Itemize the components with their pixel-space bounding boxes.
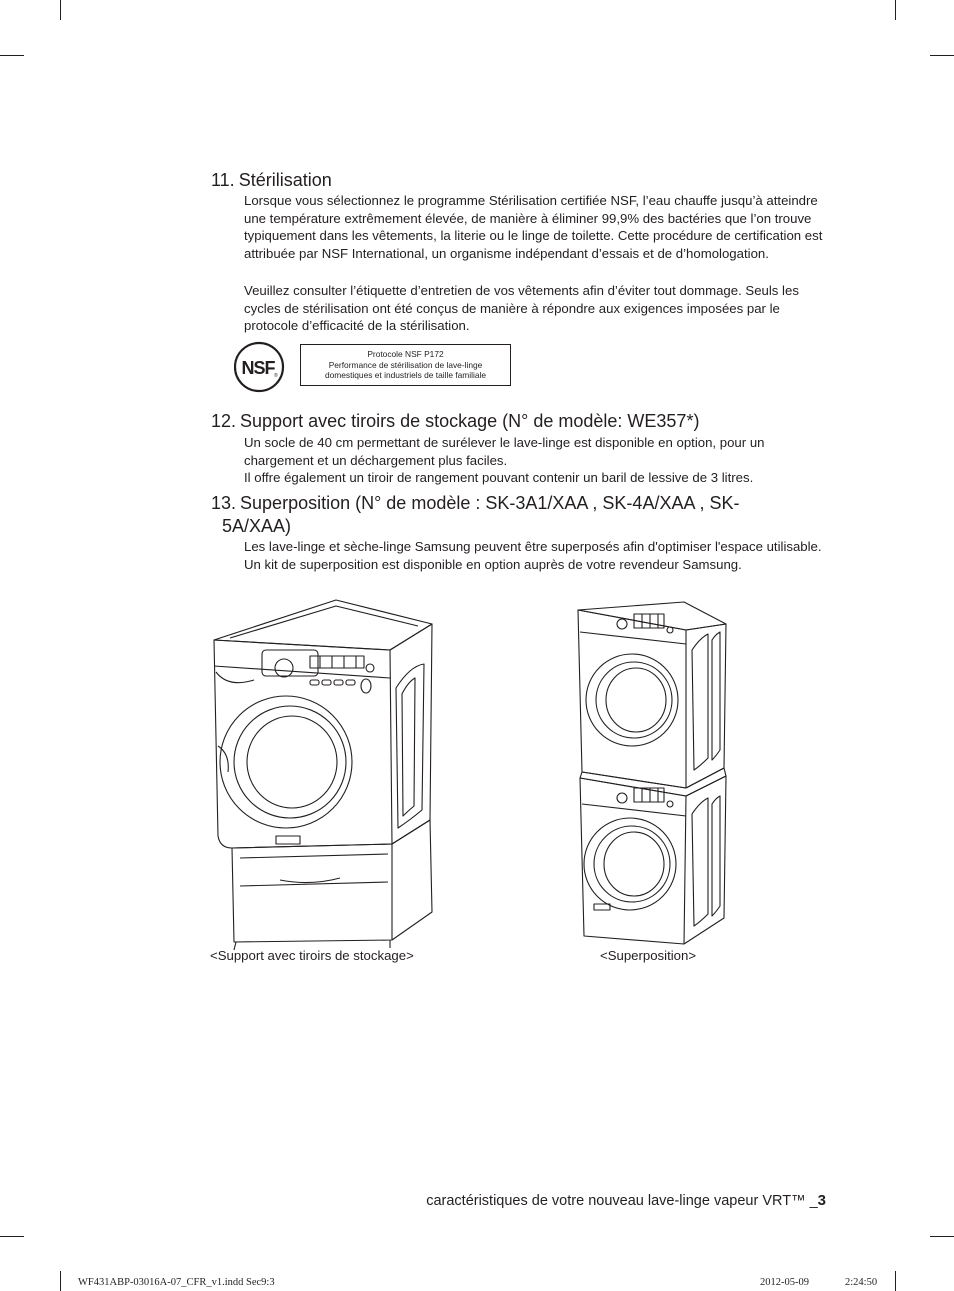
registered-mark: ® <box>274 373 278 379</box>
section-13-heading <box>211 493 739 513</box>
section-11-paragraph-1: Lorsque vous sélectionnez le programme Stérilisation certifiée NSF, l’eau chauffe jusqu’à atteindre une température extrêmement élevée, de manière à éliminer 99,9% des bactéries que l’on trouve typiquement dans les vêtements, la literie ou le linge de toilette. Cette procédure de certification est attribuée par NSF International, un organisme indépendant d’essais et de d’homologation. <box>244 193 823 261</box>
nsf-protocol-line: Protocole NSF P172 <box>367 349 444 359</box>
section-title: Superposition (N° de modèle : SK-3A1/XAA , SK-4A/XAA , SK- <box>240 493 740 513</box>
section-13-heading-continued: 5A/XAA) <box>222 516 292 536</box>
nsf-logo <box>234 341 286 393</box>
crop-mark <box>60 1271 61 1291</box>
section-number: 12. <box>211 411 237 431</box>
page-footer <box>426 1192 826 1210</box>
section-13-paragraph-1: Les lave-linge et sèche-linge Samsung peuvent être superposés afin d'optimiser l'espace utilisable. Un kit de superposition est disponible en option auprès de votre revendeur Samsung. <box>244 539 822 572</box>
slug-date: 2012-05-09 <box>760 1277 809 1288</box>
pedestal-caption: <Support avec tiroirs de stockage> <box>210 948 414 963</box>
nsf-protocol-box <box>300 344 511 386</box>
stacked-washer-dryer-illustration <box>574 600 730 946</box>
section-12-heading <box>211 411 699 431</box>
washer-on-pedestal-illustration <box>210 596 440 952</box>
crop-mark <box>930 1236 954 1237</box>
crop-mark <box>0 1236 24 1237</box>
slug-time: 2:24:50 <box>845 1277 878 1288</box>
section-12-paragraph-2: Il offre également un tiroir de rangement pouvant contenir un baril de lessive de 3 litres. <box>244 470 754 485</box>
crop-mark <box>895 0 896 20</box>
section-number: 13. <box>211 493 237 513</box>
section-title: Stérilisation <box>238 170 332 190</box>
nsf-protocol-line: Performance de stérilisation de lave-linge <box>328 359 483 370</box>
stack-caption: <Superposition> <box>600 948 697 963</box>
footer-text: caractéristiques de votre nouveau lave-linge vapeur VRT™ _ <box>426 1193 818 1209</box>
page-number: 3 <box>817 1192 826 1209</box>
nsf-protocol-line: domestiques et industriels de taille familiale <box>324 370 487 381</box>
nsf-logo-text: NSF <box>241 358 275 378</box>
section-11-heading <box>211 170 332 190</box>
section-12-paragraph-1: Un socle de 40 cm permettant de surélever le lave-linge est disponible en option, pour un chargement et un déchargement plus faciles. <box>244 435 765 468</box>
section-title: Support avec tiroirs de stockage (N° de modèle: WE357*) <box>240 411 700 431</box>
crop-mark <box>60 0 61 20</box>
section-11-paragraph-2: Veuillez consulter l’étiquette d’entretien de vos vêtements afin d’éviter tout dommage. Seuls les cycles de stérilisation ont été conçus de manière à répondre aux exigences imposées par le protocole d’efficacité de la stérilisation. <box>244 283 799 334</box>
crop-mark <box>0 55 24 56</box>
slug-filename: WF431ABP-03016A-07_CFR_v1.indd Sec9:3 <box>78 1277 275 1288</box>
section-number: 11. <box>211 170 235 190</box>
crop-mark <box>895 1271 896 1291</box>
crop-mark <box>930 55 954 56</box>
